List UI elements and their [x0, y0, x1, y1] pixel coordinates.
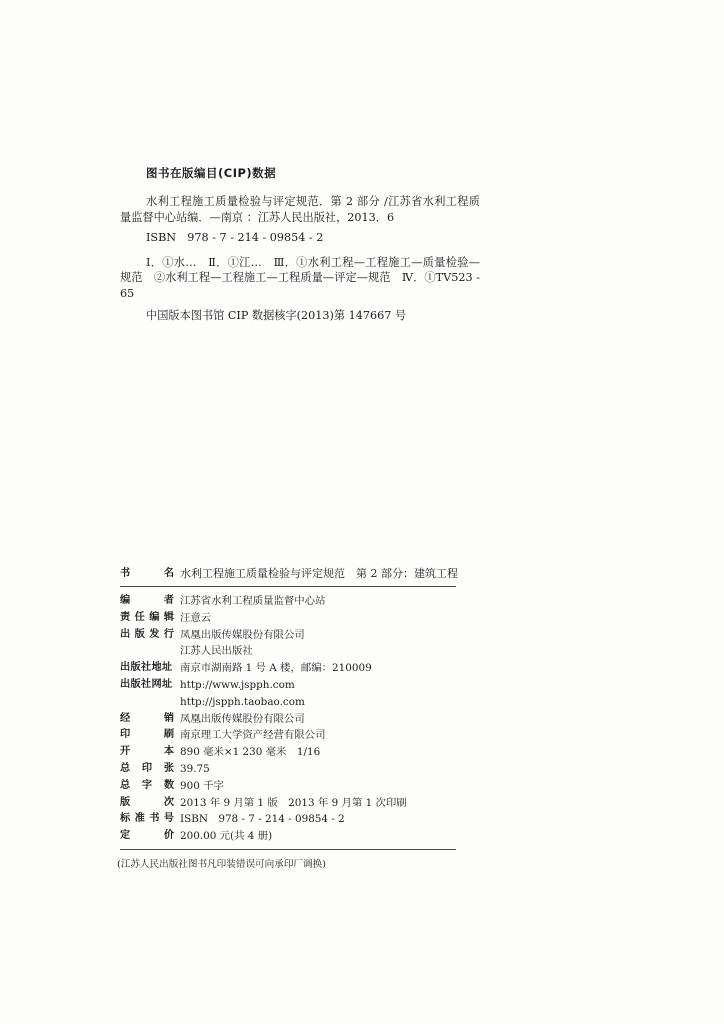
book-title-value: 水利工程施工质量检验与评定规范 第 2 部分：建筑工程: [180, 567, 458, 580]
imprint-row: [120, 811, 456, 828]
imprint-row: [120, 778, 456, 795]
imprint-row: [120, 711, 456, 728]
imprint-label: 开 本: [120, 746, 174, 758]
imprint-row: [120, 744, 456, 761]
imprint-value: 江苏省水利工程质量监督中心站: [180, 595, 326, 607]
cip-isbn: ISBN 978 - 7 - 214 - 09854 - 2: [146, 231, 324, 244]
imprint-label: [120, 643, 180, 660]
imprint-label: 总 字 数: [120, 779, 174, 791]
imprint-value: 200.00 元(共 4 册): [180, 830, 273, 843]
imprint-label: 版 次: [120, 796, 174, 808]
imprint-value: 南京理工大学资产经营有限公司: [180, 729, 326, 742]
imprint-value: 39.75: [180, 762, 210, 775]
imprint-value: 900 千字: [180, 779, 224, 792]
imprint-label: 出 版 发 行: [120, 628, 174, 640]
imprint-value: 890 毫米×1 230 毫米 1/16: [180, 746, 321, 759]
imprint-label: 责 任 编 辑: [120, 611, 174, 623]
imprint-label: 印 刷: [120, 729, 174, 741]
imprint-value: 江苏人民出版社: [180, 645, 253, 658]
imprint-rows: [120, 593, 456, 845]
imprint-label: 出版社网址: [120, 678, 173, 690]
imprint-label: 经 销: [120, 712, 174, 724]
cip-record-number: 中国版本图书馆 CIP 数据核字(2013)第 147667 号: [146, 309, 407, 322]
imprint-row: [120, 761, 456, 778]
imprint-table: [117, 565, 458, 872]
imprint-value: 凤凰出版传媒股份有限公司: [180, 628, 305, 641]
cip-title: 图书在版编目(CIP)数据: [146, 166, 277, 180]
imprint-label: [120, 694, 180, 711]
imprint-label: 标 准 书 号: [120, 813, 174, 825]
imprint-value: 凤凰出版传媒股份有限公司: [180, 712, 305, 725]
imprint-row: [120, 660, 456, 677]
cip-main-entry: 水利工程施工质量检验与评定规范．第 2 部分 /江苏省水利工程质量监督中心站编．—南京 ：江苏人民出版社，2013．6: [120, 195, 480, 224]
divider-top: [120, 586, 456, 587]
imprint-row: [120, 610, 456, 627]
divider-bottom: [120, 849, 456, 850]
imprint-row: [120, 694, 456, 711]
cip-block: [120, 165, 480, 329]
cip-subject-terms: Ⅰ．①水… Ⅱ．①江… Ⅲ．①水利工程—工程施工—质量检验—规范 ②水利工程—工程施工—工程质量—评定—规范 Ⅳ．①TV523 - 65: [120, 255, 480, 300]
imprint-label: 出版社地址: [120, 662, 173, 674]
imprint-row: [120, 727, 456, 744]
imprint-value: 南京市湖南路 1 号 A 楼，邮编：210009: [180, 662, 372, 675]
imprint-footer-note: (江苏人民出版社图书凡印装错误可向承印厂调换): [117, 858, 326, 870]
imprint-value: http://jspph.taobao.com: [180, 695, 305, 708]
imprint-row: [120, 627, 456, 644]
imprint-row: [120, 795, 456, 812]
imprint-value: 汪意云: [180, 611, 212, 624]
imprint-row: [120, 643, 456, 660]
imprint-row: [120, 677, 456, 694]
imprint-label: 编 者: [120, 595, 174, 606]
imprint-value: 2013 年 9 月第 1 版 2013 年 9 月第 1 次印刷: [180, 796, 407, 809]
imprint-label: 定 价: [120, 830, 174, 842]
imprint-row-book-title: [120, 565, 456, 583]
imprint-label: 总 印 张: [120, 762, 174, 774]
imprint-label: 书 名: [120, 568, 174, 579]
imprint-value: ISBN 978 - 7 - 214 - 09854 - 2: [180, 813, 345, 826]
imprint-row: [120, 593, 456, 610]
imprint-row: [120, 828, 456, 845]
imprint-value: http://www.jspph.com: [180, 678, 295, 691]
